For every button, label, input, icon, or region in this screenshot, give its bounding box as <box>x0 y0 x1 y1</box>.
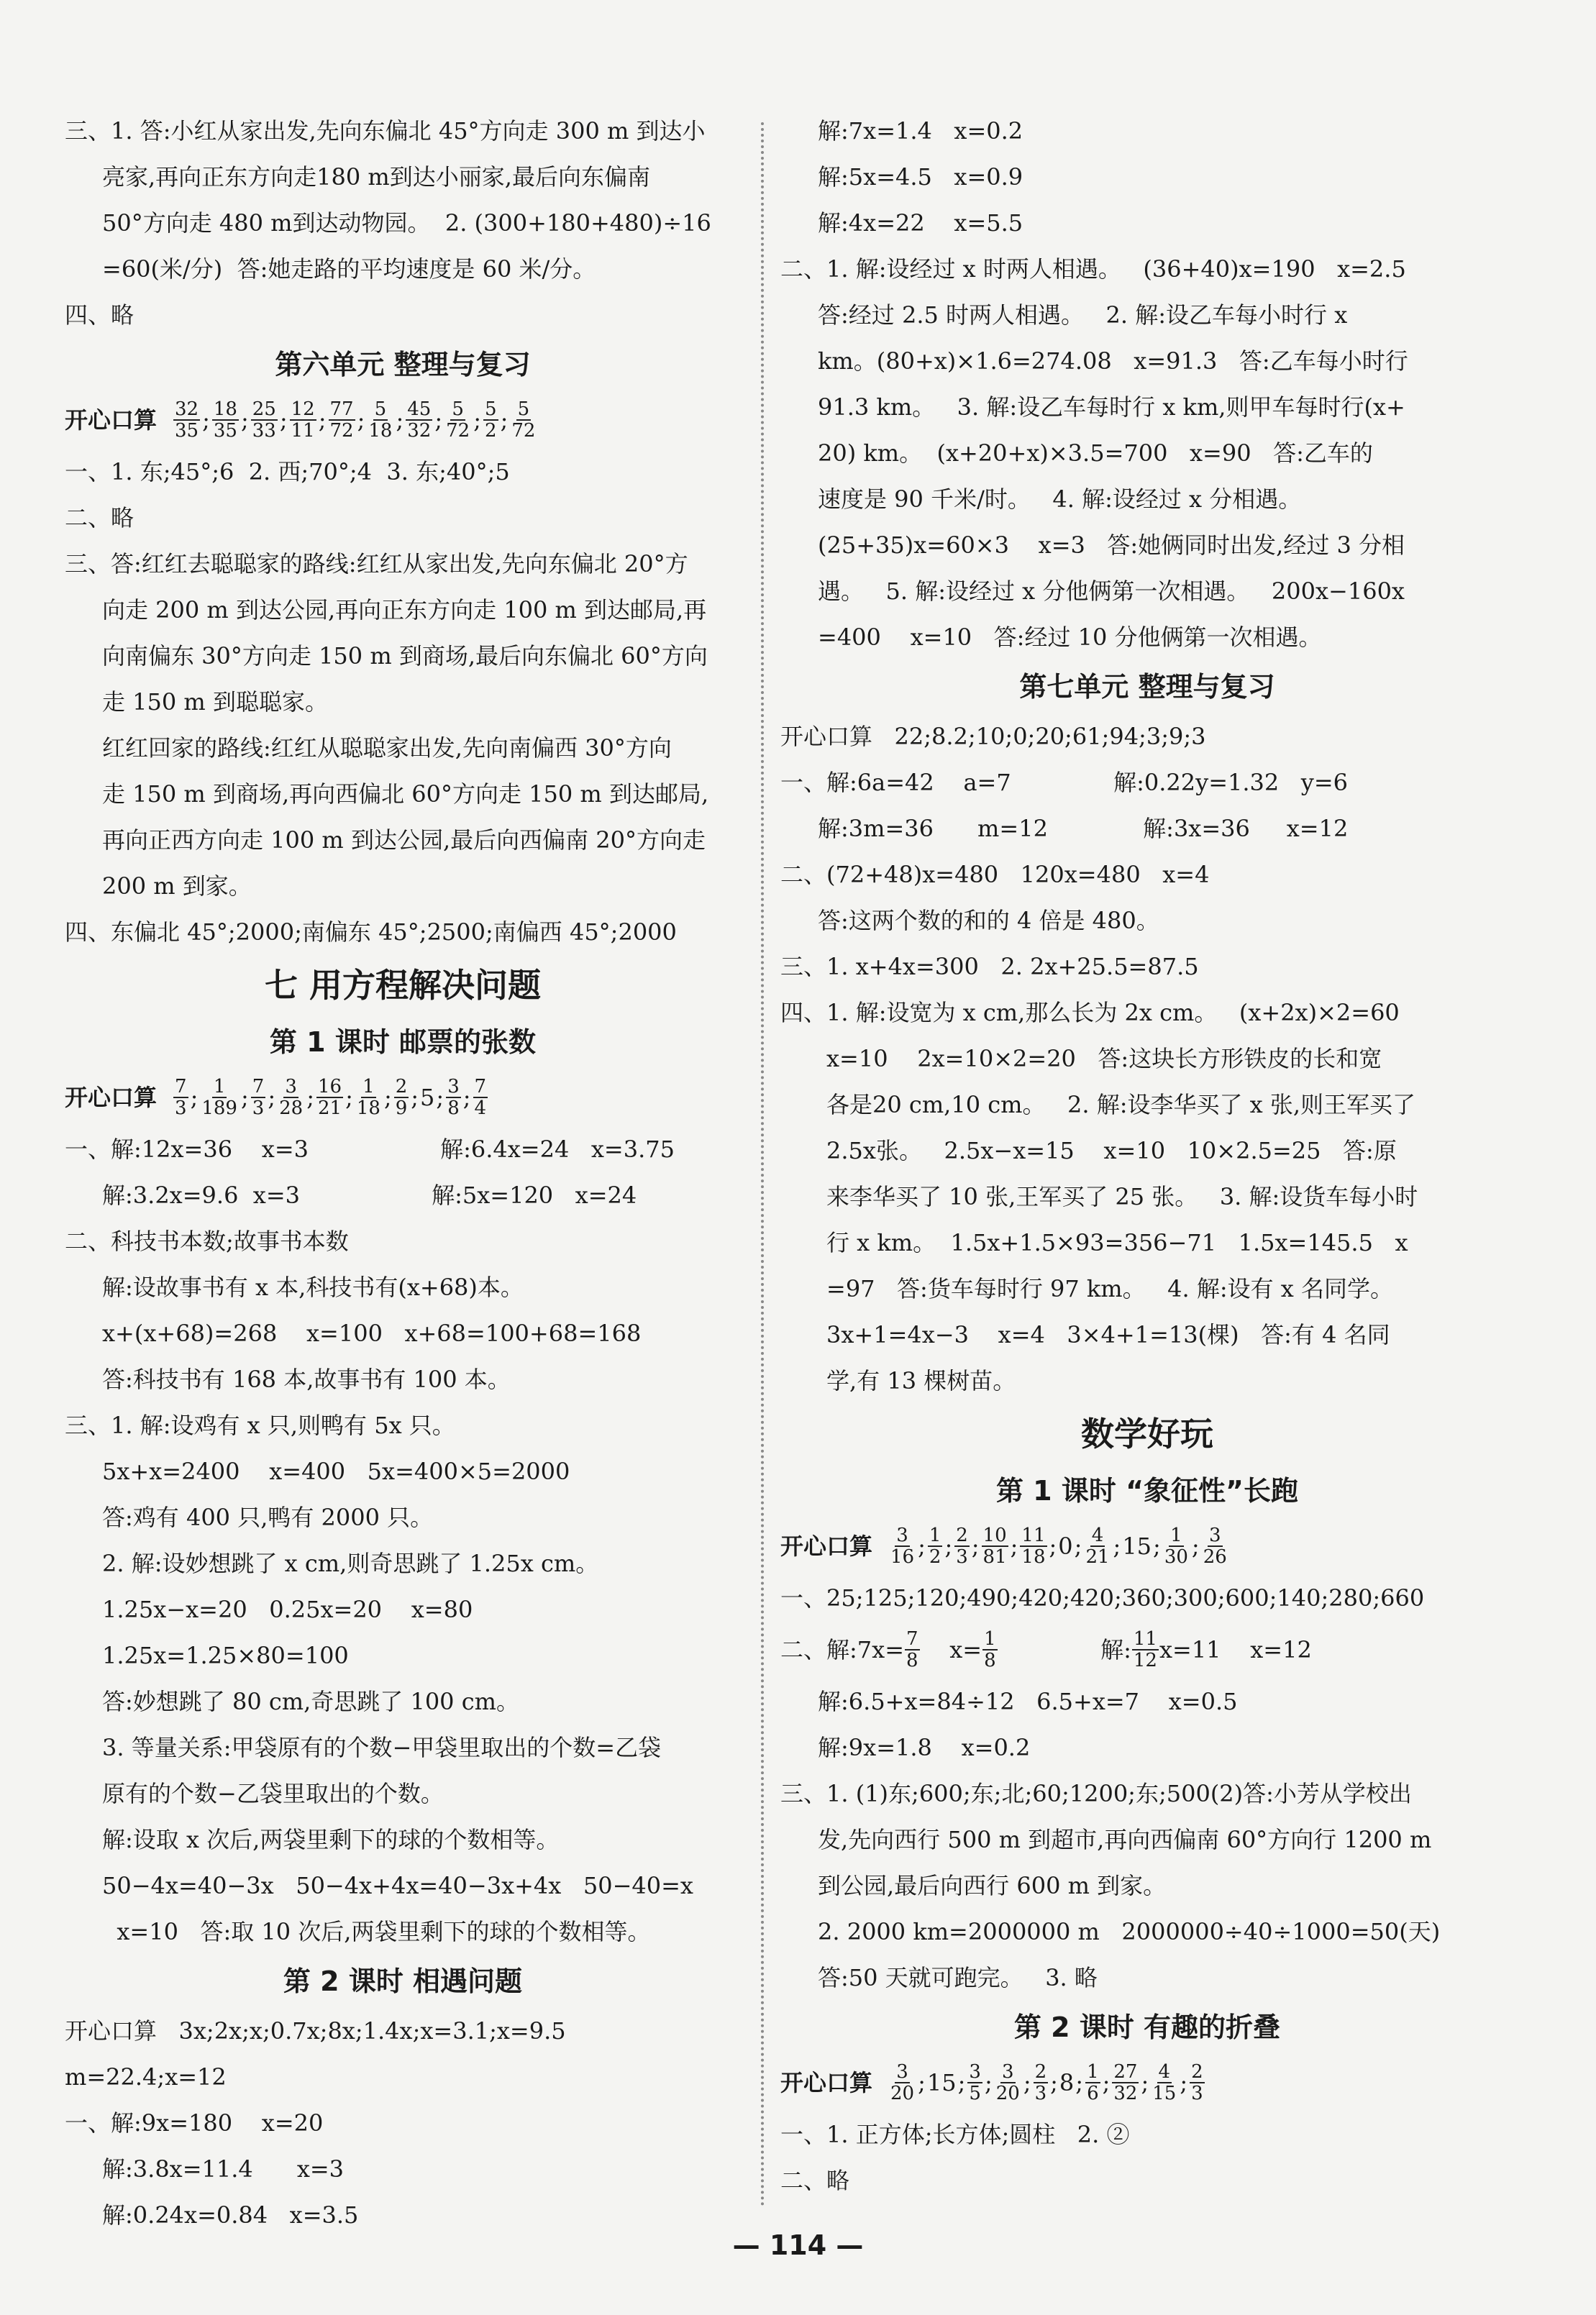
fraction <box>954 1525 970 1567</box>
fraction <box>1151 2062 1177 2104</box>
fraction <box>928 1525 943 1567</box>
denominator: 18 <box>368 420 393 442</box>
separator: ; <box>268 1084 276 1111</box>
answer-line: 一、解:9x=180 x=20 <box>65 2109 324 2137</box>
numerator: 3 <box>447 1076 460 1097</box>
denominator: 20 <box>890 2083 915 2104</box>
section-heading: 数学好玩 <box>1081 1415 1213 1453</box>
answer-line: 200 m 到家。 <box>102 872 252 900</box>
fraction <box>251 399 278 441</box>
separator: ; <box>1102 2069 1111 2096</box>
denominator: 3 <box>956 1546 968 1568</box>
numerator: 1 <box>1170 1525 1182 1546</box>
denominator: 18 <box>356 1097 380 1119</box>
answer-line: 亮家,再向正东方向走180 m到达小丽家,最后向东偏南 <box>102 163 650 191</box>
numerator: 3 <box>1208 1525 1221 1546</box>
answer-line: 91.3 km。 3. 解:设乙车每时行 x km,则甲车每时行(x+ <box>818 393 1405 421</box>
denominator: 8 <box>906 1650 918 1671</box>
denominator: 32 <box>407 420 432 442</box>
fraction <box>1190 2062 1205 2104</box>
denominator: 4 <box>474 1097 487 1119</box>
answer-line: 2.5x张。 2.5x−x=15 x=10 10×2.5=25 答:原 <box>826 1137 1397 1164</box>
numerator: 11 <box>1021 1525 1046 1546</box>
oral-calc-label: 开心口算 <box>780 1533 873 1560</box>
numerator: 5 <box>517 398 530 420</box>
denominator: 72 <box>446 420 470 442</box>
separator: ; <box>1074 1533 1082 1560</box>
section-heading: 第七单元 整理与复习 <box>1019 671 1275 703</box>
section-heading: 第 1 课时 邮票的张数 <box>269 1026 537 1058</box>
answer-line: 答:妙想跳了 80 cm,奇思跳了 100 cm。 <box>102 1688 519 1715</box>
answer-line: =97 答:货车每时行 97 km。 4. 解:设有 x 名同学。 <box>826 1275 1394 1302</box>
separator: ; <box>357 406 365 434</box>
fraction <box>995 2062 1021 2104</box>
denominator: 5 <box>969 2083 981 2104</box>
denominator: 16 <box>890 1546 915 1568</box>
answer-line: 到公园,最后向西行 600 m 到家。 <box>818 1872 1167 1899</box>
numerator: 1 <box>929 1525 941 1546</box>
fraction <box>290 399 316 441</box>
separator: ; <box>1153 1533 1161 1560</box>
equation-text: 解: <box>998 1636 1131 1663</box>
numerator: 7 <box>474 1076 487 1097</box>
answer-line: 1.25x=1.25×80=100 <box>102 1642 349 1669</box>
section-heading: 第 2 课时 相遇问题 <box>283 1965 523 1997</box>
separator: ; <box>279 406 288 434</box>
answer-line: 解:5x=4.5 x=0.9 <box>818 163 1023 191</box>
answer-line: 二、1. 解:设经过 x 时两人相遇。 (36+40)x=190 x=2.5 <box>780 255 1406 283</box>
fraction <box>889 1525 916 1567</box>
answer-line: 1.25x−x=20 0.25x=20 x=80 <box>102 1596 473 1623</box>
answer-line: 走 150 m 到商场,再向西偏北 60°方向走 150 m 到达邮局, <box>102 780 709 808</box>
integer-answer: 15 <box>926 2069 957 2096</box>
answer-line: 解:9x=1.8 x=0.2 <box>818 1734 1031 1761</box>
oral-calc-label: 开心口算 <box>65 1084 158 1111</box>
answer-line: 速度是 90 千米/时。 4. 解:设经过 x 分相遇。 <box>818 485 1302 513</box>
denominator: 3 <box>1191 2083 1203 2104</box>
answer-line: 答:科技书有 168 本,故事书有 100 本。 <box>102 1366 511 1393</box>
numerator: 1 <box>362 1076 375 1097</box>
denominator: 3 <box>175 1097 187 1119</box>
numerator: 7 <box>252 1076 265 1097</box>
fraction <box>367 399 393 441</box>
fraction <box>278 1077 304 1118</box>
denominator: 2 <box>485 420 497 442</box>
fraction <box>967 2062 982 2104</box>
separator: ; <box>473 406 482 434</box>
fraction <box>444 399 471 441</box>
answer-line: 解:设取 x 次后,两袋里剩下的球的个数相等。 <box>102 1826 560 1853</box>
answer-line: 学,有 13 棵树苗。 <box>826 1367 1016 1394</box>
denominator: 9 <box>395 1097 408 1119</box>
right-column <box>780 108 1514 2204</box>
fraction <box>1084 1525 1111 1567</box>
numerator: 3 <box>969 2061 981 2083</box>
fraction <box>473 1077 488 1118</box>
answer-line: 一、1. 东;45°;6 2. 西;70°;4 3. 东;40°;5 <box>65 458 510 485</box>
integer-answer: 15 <box>1122 1533 1152 1560</box>
answer-line: 答:鸡有 400 只,鸭有 2000 只。 <box>102 1504 434 1531</box>
separator: ; <box>411 1084 419 1111</box>
separator: ; <box>383 1084 392 1111</box>
answer-line: 20) km。 (x+20+x)×3.5=700 x=90 答:乙车的 <box>818 439 1373 467</box>
numerator: 4 <box>1091 1525 1104 1546</box>
answer-line: 一、解:6a=42 a=7 解:0.22y=1.32 y=6 <box>780 769 1349 796</box>
answer-line: 行 x km。 1.5x+1.5×93=356−71 1.5x=145.5 x <box>826 1229 1408 1256</box>
answer-line: 一、25;125;120;490;420;420;360;300;600;140;280;660 <box>780 1584 1425 1612</box>
equation-text: x= <box>920 1636 982 1663</box>
numerator: 2 <box>1191 2061 1203 2083</box>
fraction <box>1132 1629 1159 1671</box>
denominator: 20 <box>995 2083 1020 2104</box>
numerator: 32 <box>175 398 199 420</box>
fraction <box>483 399 498 441</box>
separator: ; <box>1075 2069 1084 2096</box>
denominator: 21 <box>317 1097 342 1119</box>
answer-line: 一、1. 正方体;长方体;圆柱 2. ② <box>780 2121 1130 2148</box>
answer-line: 答:这两个数的和的 4 倍是 480。 <box>818 907 1159 934</box>
separator: ; <box>434 406 443 434</box>
answer-line: 答:经过 2.5 时两人相遇。 2. 解:设乙车每小时行 x <box>818 301 1348 329</box>
fraction <box>905 1629 920 1671</box>
numerator: 5 <box>374 398 387 420</box>
answer-line: 解:3m=36 m=12 解:3x=36 x=12 <box>818 815 1349 842</box>
numerator: 18 <box>213 398 237 420</box>
answer-line: 向南偏东 30°方向走 150 m 到商场,最后向东偏北 60°方向 <box>102 642 708 670</box>
oral-calc-row <box>65 391 741 449</box>
answer-line: 三、1. 答:小红从家出发,先向东偏北 45°方向走 300 m 到达小 <box>65 117 706 145</box>
denominator: 35 <box>175 420 199 442</box>
denominator: 33 <box>252 420 276 442</box>
denominator: 72 <box>329 420 354 442</box>
numerator: 7 <box>175 1076 187 1097</box>
answer-line: 二、略 <box>65 504 134 531</box>
denominator: 21 <box>1085 1546 1110 1568</box>
equation-text: 二、解:7x= <box>780 1636 905 1663</box>
fraction <box>1034 2062 1049 2104</box>
answer-line: 解:7x=1.4 x=0.2 <box>818 117 1023 145</box>
answer-line: 解:4x=22 x=5.5 <box>818 209 1023 237</box>
denominator: 3 <box>252 1097 265 1119</box>
denominator: 6 <box>1087 2083 1099 2104</box>
answer-line: x+(x+68)=268 x=100 x+68=100+68=168 <box>102 1320 642 1347</box>
fraction <box>355 1077 382 1118</box>
answer-line: 解:设故事书有 x 本,科技书有(x+68)本。 <box>102 1274 524 1301</box>
denominator: 72 <box>511 420 536 442</box>
answer-line: 向走 200 m 到达公园,再向正东方向走 100 m 到达邮局,再 <box>102 596 707 624</box>
denominator: 15 <box>1152 2083 1177 2104</box>
numerator: 11 <box>1133 1628 1157 1650</box>
separator: ; <box>1141 2069 1149 2096</box>
separator: ; <box>1010 1533 1018 1560</box>
fraction <box>1112 2062 1139 2104</box>
answer-line: 一、解:12x=36 x=3 解:6.4x=24 x=3.75 <box>65 1136 675 1163</box>
numerator: 3 <box>285 1076 297 1097</box>
answer-line: 发,先向西行 500 m 到超市,再向西偏南 60°方向行 1200 m <box>818 1826 1432 1853</box>
fraction <box>173 399 200 441</box>
numerator: 16 <box>317 1076 342 1097</box>
answer-line: 解:6.5+x=84÷12 6.5+x=7 x=0.5 <box>818 1688 1238 1715</box>
fraction <box>329 399 355 441</box>
fraction <box>212 399 239 441</box>
fraction <box>446 1077 461 1118</box>
numerator: 3 <box>896 2061 908 2083</box>
section-heading: 第六单元 整理与复习 <box>275 349 531 380</box>
fraction <box>982 1525 1008 1567</box>
denominator: 11 <box>291 420 315 442</box>
answer-line: 3. 等量关系:甲袋原有的个数−甲袋里取出的个数=乙袋 <box>102 1734 662 1761</box>
numerator: 5 <box>485 398 497 420</box>
fraction <box>316 1077 343 1118</box>
denominator: 28 <box>279 1097 304 1119</box>
separator: ; <box>957 2069 966 2096</box>
denominator: 3 <box>1034 2083 1047 2104</box>
separator: ; <box>918 1533 926 1560</box>
denominator: 32 <box>1113 2083 1138 2104</box>
denominator: 2 <box>929 1546 941 1568</box>
numerator: 3 <box>1001 2061 1014 2083</box>
denominator: 81 <box>982 1546 1007 1568</box>
integer-answer: 8 <box>1059 2069 1075 2096</box>
answer-line: 二、略 <box>780 2167 850 2194</box>
numerator: 1 <box>213 1076 226 1097</box>
answer-line: km。(80+x)×1.6=274.08 x=91.3 答:乙车每小时行 <box>818 347 1408 375</box>
answer-line: =400 x=10 答:经过 10 分他俩第一次相遇。 <box>818 624 1322 651</box>
denominator: 8 <box>447 1097 460 1119</box>
answer-line: 3x+1=4x−3 x=4 3×4+1=13(棵) 答:有 4 名同 <box>826 1321 1390 1348</box>
numerator: 1 <box>984 1628 996 1650</box>
answer-line: 三、1. x+4x=300 2. 2x+25.5=87.5 <box>780 953 1199 980</box>
oral-calc-row <box>780 2054 1514 2111</box>
answer-line: 答:50 天就可跑完。 3. 略 <box>818 1964 1098 1991</box>
separator: ; <box>436 1084 444 1111</box>
answer-line: 2. 解:设妙想跳了 x cm,则奇思跳了 1.25x cm。 <box>102 1550 599 1577</box>
separator: ; <box>306 1084 314 1111</box>
integer-answer: 5 <box>420 1084 435 1111</box>
oral-calc-label: 开心口算 <box>65 406 158 434</box>
separator: ; <box>944 1533 953 1560</box>
separator: ; <box>984 2069 993 2096</box>
numerator: 2 <box>956 1525 968 1546</box>
integer-answer: 0 <box>1058 1533 1073 1560</box>
numerator: 10 <box>982 1525 1007 1546</box>
answer-line: 50−4x=40−3x 50−4x+4x=40−3x+4x 50−40=x <box>102 1872 693 1899</box>
answer-line: 四、略 <box>65 301 134 329</box>
separator: ; <box>1023 2069 1031 2096</box>
denominator: 8 <box>984 1650 996 1671</box>
separator: ; <box>918 2069 926 2096</box>
fraction <box>251 1077 266 1118</box>
numerator: 25 <box>252 398 276 420</box>
numerator: 27 <box>1113 2061 1138 2083</box>
answer-line: 解:3.8x=11.4 x=3 <box>102 2155 345 2183</box>
answer-line: 开心口算 22;8.2;10;0;20;61;94;3;9;3 <box>780 723 1206 750</box>
denominator: 189 <box>201 1097 237 1119</box>
answer-line: m=22.4;x=12 <box>65 2063 227 2091</box>
separator: ; <box>202 406 210 434</box>
separator: ; <box>240 1084 249 1111</box>
separator: ; <box>190 1084 199 1111</box>
separator: ; <box>1049 1533 1057 1560</box>
answer-line: 三、1. (1)东;600;东;北;60;1200;东;500(2)答:小芳从学校出 <box>780 1780 1412 1807</box>
numerator: 2 <box>395 1076 408 1097</box>
fraction <box>1020 1525 1046 1567</box>
section-heading: 第 2 课时 有趣的折叠 <box>1013 2012 1281 2043</box>
fraction <box>889 2062 916 2104</box>
numerator: 12 <box>291 398 315 420</box>
answer-line: 遇。 5. 解:设经过 x 分他俩第一次相遇。 200x−160x <box>818 577 1405 605</box>
answer-line: 三、1. 解:设鸡有 x 只,则鸭有 5x 只。 <box>65 1412 455 1439</box>
fraction <box>1202 1525 1228 1567</box>
answer-line: 开心口算 3x;2x;x;0.7x;8x;1.4x;x=3.1;x=9.5 <box>65 2017 566 2045</box>
oral-calc-row <box>65 1069 741 1126</box>
separator: ; <box>1113 1533 1121 1560</box>
oral-calc-label: 开心口算 <box>780 2069 873 2096</box>
answer-line: 50°方向走 480 m到达动物园。 2. (300+180+480)÷16 <box>102 209 711 237</box>
answer-line: 四、1. 解:设宽为 x cm,那么长为 2x cm。 (x+2x)×2=60 <box>780 999 1400 1026</box>
separator: ; <box>971 1533 980 1560</box>
numerator: 2 <box>1034 2061 1047 2083</box>
numerator: 1 <box>1087 2061 1099 2083</box>
answer-line: 各是20 cm,10 cm。 2. 解:设李华买了 x 张,则王军买了 <box>826 1091 1416 1118</box>
fraction <box>173 1077 188 1118</box>
answer-line: 解:3.2x=9.6 x=3 解:5x=120 x=24 <box>102 1182 637 1209</box>
denominator: 35 <box>213 420 237 442</box>
fraction <box>394 1077 409 1118</box>
fraction <box>1085 2062 1100 2104</box>
numerator: 5 <box>452 398 464 420</box>
denominator: 30 <box>1164 1546 1188 1568</box>
section-heading: 七 用方程解决问题 <box>264 966 541 1005</box>
fraction <box>510 399 537 441</box>
numerator: 45 <box>407 398 432 420</box>
answer-line: 二、(72+48)x=480 120x=480 x=4 <box>780 861 1210 888</box>
answer-line: 四、东偏北 45°;2000;南偏东 45°;2500;南偏西 45°;2000 <box>65 918 677 946</box>
numerator: 77 <box>329 398 354 420</box>
answer-line: 5x+x=2400 x=400 5x=400×5=2000 <box>102 1458 570 1485</box>
denominator: 18 <box>1021 1546 1046 1568</box>
answer-line: 来李华买了 10 张,王军买了 25 张。 3. 解:设货车每小时 <box>826 1183 1418 1210</box>
separator: ; <box>1050 2069 1058 2096</box>
answer-line: 2. 2000 km=2000000 m 2000000÷40÷1000=50(天) <box>818 1918 1441 1945</box>
numerator: 4 <box>1158 2061 1171 2083</box>
column-divider <box>761 122 764 2208</box>
answer-line: 原有的个数−乙袋里取出的个数。 <box>102 1780 444 1807</box>
separator: ; <box>318 406 327 434</box>
fraction <box>1163 1525 1190 1567</box>
answer-line: x=10 2x=10×2=20 答:这块长方形铁皮的长和宽 <box>826 1045 1382 1072</box>
answer-line: =60(米/分) 答:她走路的平均速度是 60 米/分。 <box>102 255 596 283</box>
fraction <box>406 399 432 441</box>
equation-text: x=11 x=12 <box>1159 1636 1312 1663</box>
answer-line: 解:0.24x=0.84 x=3.5 <box>102 2201 359 2229</box>
separator: ; <box>396 406 404 434</box>
numerator: 3 <box>896 1525 908 1546</box>
denominator: 26 <box>1203 1546 1227 1568</box>
answer-line: 三、答:红红去聪聪家的路线:红红从家出发,先向东偏北 20°方 <box>65 550 688 577</box>
separator: ; <box>1180 2069 1188 2096</box>
numerator: 7 <box>906 1628 918 1650</box>
separator: ; <box>1191 1533 1200 1560</box>
fraction <box>982 1629 998 1671</box>
section-heading: 第 1 课时 “象征性”长跑 <box>995 1475 1299 1507</box>
answer-line: 红红回家的路线:红红从聪聪家出发,先向南偏西 30°方向 <box>102 734 672 762</box>
separator: ; <box>240 406 249 434</box>
answer-line: 再向正西方向走 100 m 到达公园,最后向西偏南 20°方向走 <box>102 826 706 854</box>
oral-calc-row <box>780 1517 1514 1575</box>
fraction <box>200 1077 239 1118</box>
separator: ; <box>462 1084 471 1111</box>
separator: ; <box>345 1084 353 1111</box>
answer-line: (25+35)x=60×3 x=3 答:她俩同时出发,经过 3 分相 <box>818 531 1405 559</box>
left-column <box>65 108 741 2238</box>
equation-line <box>780 1621 1514 1679</box>
answer-line: 走 150 m 到聪聪家。 <box>102 688 328 716</box>
separator: ; <box>500 406 509 434</box>
page-number: — 114 — <box>732 2229 864 2261</box>
answer-line: x=10 答:取 10 次后,两袋里剩下的球的个数相等。 <box>102 1918 651 1945</box>
denominator: 12 <box>1133 1650 1157 1671</box>
answer-line: 二、科技书本数;故事书本数 <box>65 1228 349 1255</box>
